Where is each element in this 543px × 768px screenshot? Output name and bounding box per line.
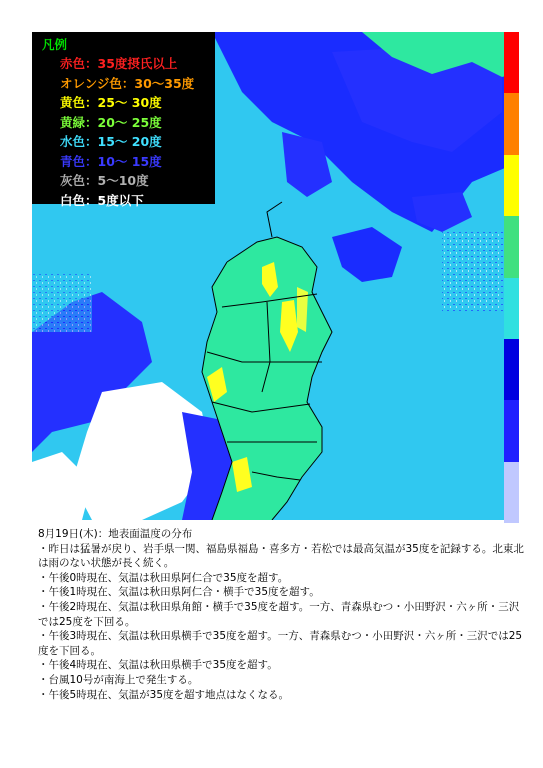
scale-segment [504, 155, 519, 216]
description-line: ・午後1時現在、気温は秋田県阿仁合・横手で35度を超す。 [38, 586, 320, 599]
legend-item: 黄緑：20～ 25度 [60, 114, 162, 130]
scale-segment [504, 278, 519, 339]
description-line: ・午後3時現在、気温は秋田県横手で35度を超す。一方、青森県むつ・小田野沢・六ヶ所・三沢では25度を下回る。 [38, 630, 523, 657]
legend-panel [32, 32, 215, 208]
legend-item: 青色：10～ 15度 [60, 153, 162, 169]
legend-item: 白色：5度以下 [60, 192, 144, 208]
legend-item: 黄色：25～ 30度 [60, 95, 162, 110]
legend-item: オレンジ色：30～35度 [60, 75, 195, 91]
legend-item: 赤色：35度摂氏以上 [60, 56, 178, 71]
scale-segment [504, 400, 519, 461]
description-line: ・午後0時現在、気温は秋田県阿仁合で35度を超す。 [38, 571, 289, 584]
scale-segment [504, 462, 519, 523]
legend-item: 水色：15～ 20度 [60, 134, 162, 149]
scale-segment [504, 32, 519, 93]
description-line: ・昨日は猛暑が戻り、岩手県一関、福島県福島・喜多方・若松では最高気温が35度を記録する。北東北は雨のない状態が長く続く。 [38, 542, 524, 570]
scale-segment [504, 93, 519, 154]
color-scale-bar [504, 32, 519, 462]
scale-segment [504, 216, 519, 277]
description-line: ・午後2時現在、気温は秋田県角館・横手で35度を超す。一方、青森県むつ・小田野沢・六ヶ所・三沢では25度を下回る。 [38, 600, 520, 628]
description-line: 8月19日(木)：地表面温度の分布 [38, 528, 193, 540]
description-line: ・午後4時現在、気温は秋田県横手で35度を超す。 [38, 659, 278, 672]
description-line: ・台風10号が南海上で発生する。 [38, 673, 199, 686]
legend-title: 凡例 [42, 37, 68, 52]
scale-segment [504, 339, 519, 400]
legend-item: 灰色：5～10度 [60, 173, 149, 188]
description-line: ・午後5時現在、気温が35度を超す地点はなくなる。 [38, 688, 290, 701]
description-text [38, 527, 528, 702]
